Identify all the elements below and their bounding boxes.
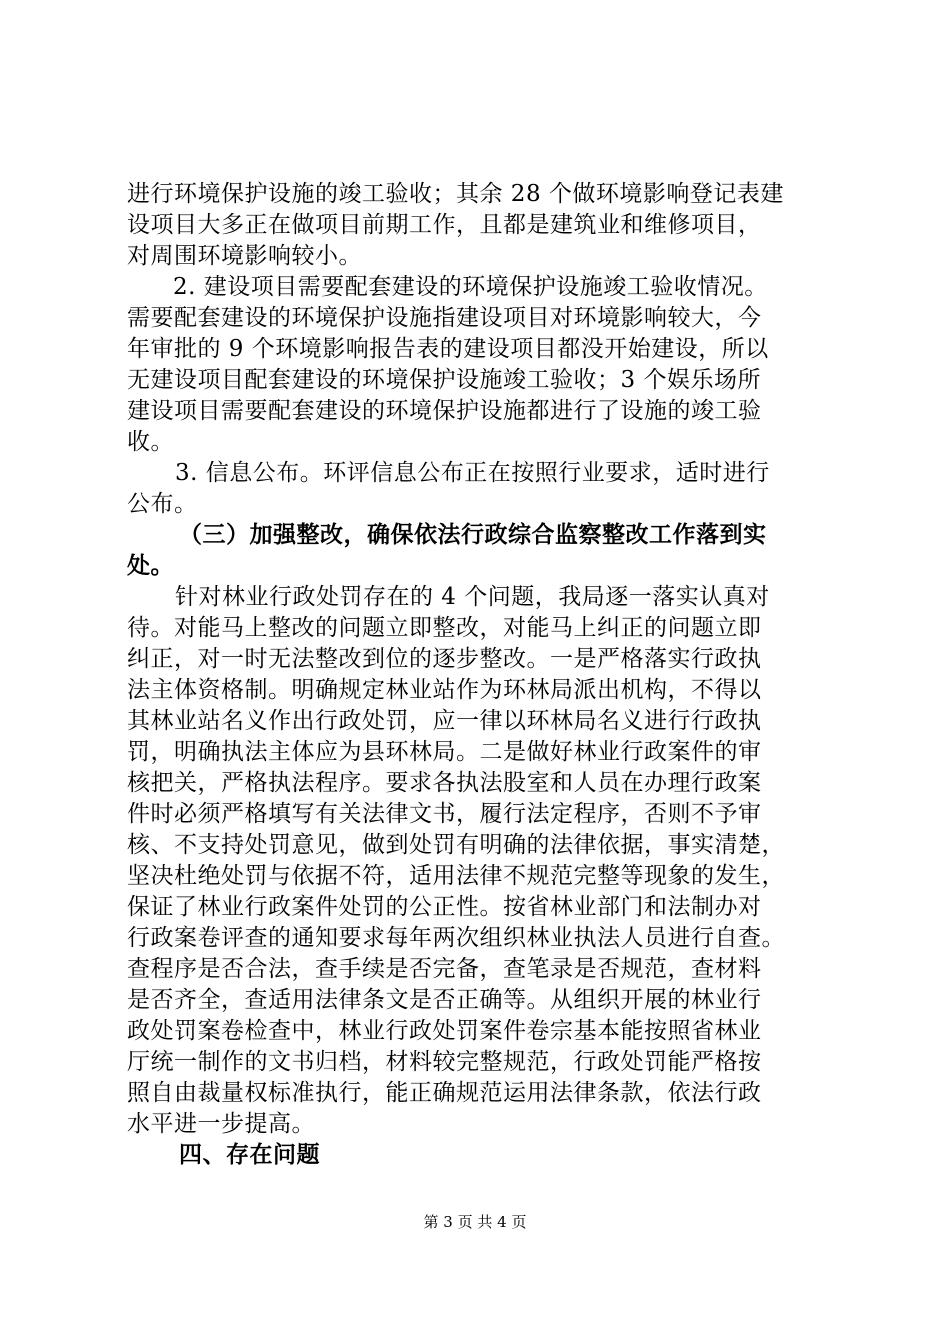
- section-heading: 四、存在问题: [179, 1142, 320, 1168]
- paragraph-line: 年审批的 9 个环境影响报告表的建设项目都没开始建设，所以: [127, 336, 769, 362]
- paragraph-line: 罚，明确执法主体应为县环林局。二是做好林业行政案件的审: [127, 739, 762, 765]
- paragraph-line: 保证了林业行政案件处罚的公正性。按省林业部门和法制办对: [127, 894, 762, 920]
- paragraph-line: 无建设项目配套建设的环境保护设施竣工验收；3 个娱乐场所: [127, 367, 761, 393]
- paragraph-line: 厅统一制作的文书归档，材料较完整规范，行政处罚能严格按: [127, 1049, 762, 1075]
- paragraph-line: 查程序是否合法，查手续是否完备，查笔录是否规范，查材料: [127, 956, 762, 982]
- paragraph-line: 其林业站名义作出行政处罚，应一律以环林局名义进行行政执: [127, 708, 762, 734]
- paragraph-line: 法主体资格制。明确规定林业站作为环林局派出机构，不得以: [127, 677, 762, 703]
- paragraph-line: 纠正，对一时无法整改到位的逐步整改。一是严格落实行政执: [127, 646, 762, 672]
- paragraph-line: 2. 建设项目需要配套建设的环境保护设施竣工验收情况。: [173, 274, 768, 300]
- paragraph-line: 公布。: [127, 491, 198, 517]
- paragraph-line: 设项目大多正在做项目前期工作，且都是建筑业和维修项目，: [127, 212, 762, 238]
- paragraph-line: 件时必须严格填写有关法律文书，履行法定程序，否则不予审: [127, 801, 762, 827]
- section-heading: （三）加强整改，确保依法行政综合监察整改工作落到实: [179, 522, 767, 548]
- paragraph-line: 需要配套建设的环境保护设施指建设项目对环境影响较大，今: [127, 305, 762, 331]
- paragraph-line: 行政案卷评查的通知要求每年两次组织林业执法人员进行自查。: [127, 925, 785, 951]
- page-footer: 第 3 页 共 4 页: [423, 1213, 527, 1231]
- paragraph-line: 核、不支持处罚意见，做到处罚有明确的法律依据，事实清楚，: [127, 832, 785, 858]
- paragraph-line: 照自由裁量权标准执行，能正确规范运用法律条款，依法行政: [127, 1080, 762, 1106]
- paragraph-line: 待。对能马上整改的问题立即整改，对能马上纠正的问题立即: [127, 615, 762, 641]
- paragraph-line: 坚决杜绝处罚与依据不符，适用法律不规范完整等现象的发生，: [127, 863, 785, 889]
- paragraph-line: 政处罚案卷检查中，林业行政处罚案件卷宗基本能按照省林业: [127, 1018, 762, 1044]
- paragraph-line: 针对林业行政处罚存在的 4 个问题，我局逐一落实认真对: [175, 584, 770, 610]
- paragraph-line: 进行环境保护设施的竣工验收；其余 28 个做环境影响登记表建: [127, 181, 784, 207]
- paragraph-line: 收。: [127, 429, 174, 455]
- paragraph-line: 对周围环境影响较小。: [127, 243, 362, 269]
- paragraph-line: 是否齐全，查适用法律条文是否正确等。从组织开展的林业行: [127, 987, 762, 1013]
- paragraph-line: 3. 信息公布。环评信息公布正在按照行业要求，适时进行: [175, 460, 770, 486]
- paragraph-line: 建设项目需要配套建设的环境保护设施都进行了设施的竣工验: [127, 398, 762, 424]
- section-heading: 处。: [127, 553, 174, 579]
- paragraph-line: 水平进一步提高。: [127, 1111, 315, 1137]
- paragraph-line: 核把关，严格执法程序。要求各执法股室和人员在办理行政案: [127, 770, 762, 796]
